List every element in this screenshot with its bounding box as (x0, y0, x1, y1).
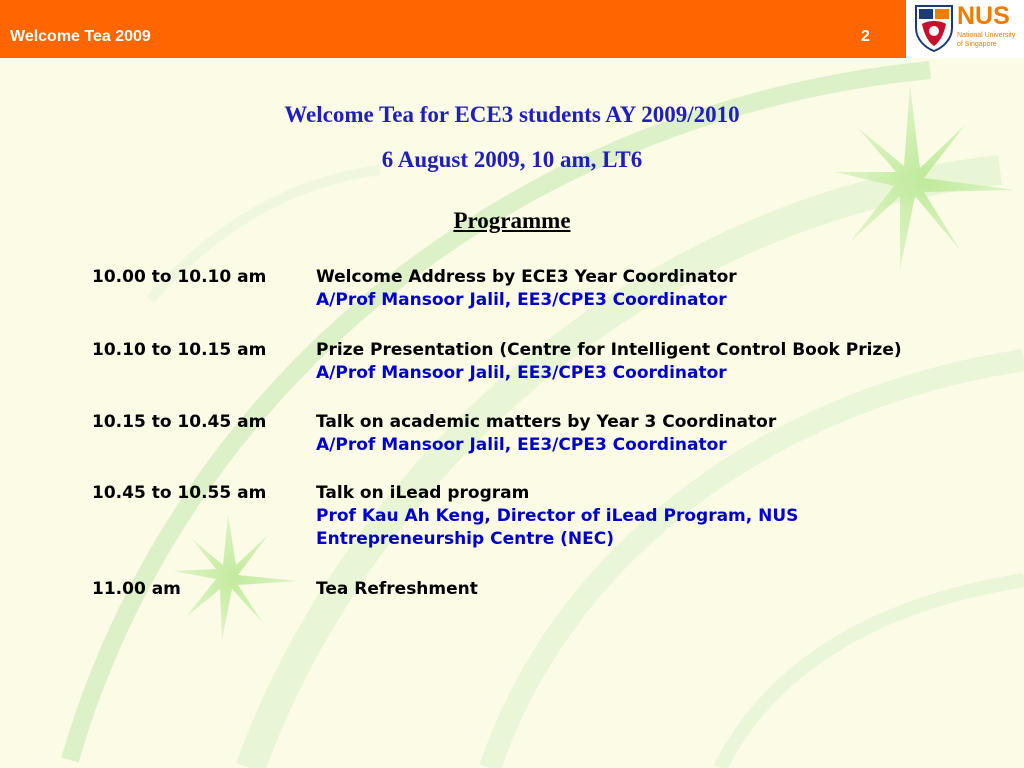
swoosh-arc-4 (720, 580, 1024, 768)
slide-title: Welcome Tea for ECE3 students AY 2009/2010 (284, 102, 740, 127)
item-speaker-line2: Entrepreneurship Centre (NEC) (316, 529, 615, 549)
item-description: Welcome Address by ECE3 Year Coordinator (316, 267, 737, 287)
programme-heading: Programme (453, 208, 571, 233)
item-time: 10.45 to 10.55 am (92, 483, 267, 503)
nus-logo (906, 0, 1024, 58)
item-speaker: A/Prof Mansoor Jalil, EE3/CPE3 Coordinator (316, 290, 727, 310)
item-time: 11.00 am (92, 579, 181, 599)
page-number: 2 (861, 28, 870, 45)
swoosh-arc-2 (250, 170, 1000, 768)
nus-crest-icon (914, 4, 954, 52)
item-time: 10.15 to 10.45 am (92, 412, 267, 432)
item-description: Tea Refreshment (316, 579, 478, 599)
logo-subtitle: National University of Singapore (957, 32, 1016, 48)
item-description: Talk on academic matters by Year 3 Coordinator (316, 412, 777, 432)
item-time: 10.00 to 10.10 am (92, 267, 267, 287)
logo-nus-text: NUS (957, 2, 1010, 30)
item-time: 10.10 to 10.15 am (92, 340, 267, 360)
item-speaker: Prof Kau Ah Keng, Director of iLead Program, NUS (316, 506, 799, 526)
header-bar (0, 0, 1024, 58)
star-decoration-left (173, 515, 298, 640)
header-title: Welcome Tea 2009 (10, 28, 151, 45)
item-speaker: A/Prof Mansoor Jalil, EE3/CPE3 Coordinator (316, 363, 727, 383)
item-description: Talk on iLead program (316, 483, 530, 503)
item-description: Prize Presentation (Centre for Intelligent Control Book Prize) (316, 340, 902, 360)
slide-subtitle: 6 August 2009, 10 am, LT6 (381, 147, 643, 172)
item-speaker: A/Prof Mansoor Jalil, EE3/CPE3 Coordinator (316, 435, 727, 455)
